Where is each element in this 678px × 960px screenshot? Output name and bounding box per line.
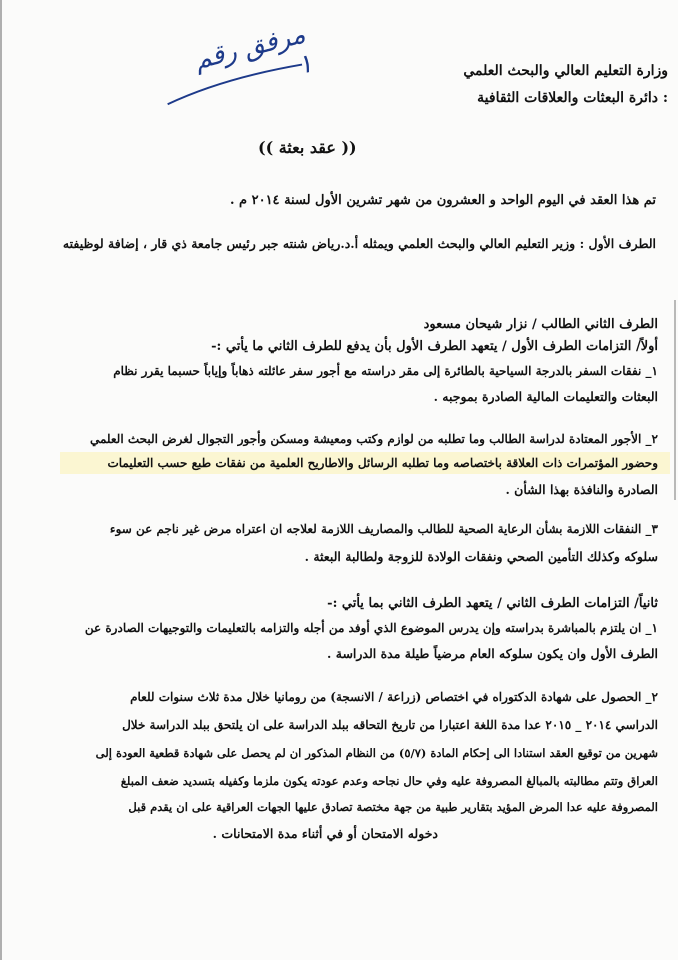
ministry-name: وزارة التعليم العالي والبحث العلمي bbox=[463, 63, 668, 79]
section1-item3-line1: ٣_ النفقات اللازمة بشأن الرعاية الصحية للطالب والمصاريف اللازمة لعلاجه ان اعتراه مرض غير ناجم عن سوء bbox=[109, 522, 658, 536]
section1-item1-line2: البعثات والتعليمات المالية الصادرة بموجبه . bbox=[433, 389, 658, 404]
section1-item2-line1: ٢_ الأجور المعتادة لدراسة الطالب وما تطلبه من لوازم وكتب ومعيشة ومسكن وأجور التجوال لغرض البحث العلمي bbox=[89, 432, 658, 446]
section2-item1-line1: ١_ ان يلتزم بالمباشرة بدراسته وإن يدرس الموضوع الذي أوفد من أجله والتزامه بالتعليمات والتوجيهات الصادرة عن bbox=[84, 621, 658, 635]
second-party-line: الطرف الثاني الطالب / نزار شيحان مسعود bbox=[423, 317, 658, 332]
section1-heading: أولاً/ التزامات الطرف الأول / يتعهد الطرف الأول بأن يدفع للطرف الثاني ما يأتي :- bbox=[211, 339, 658, 354]
handwritten-underline bbox=[144, 12, 316, 119]
scan-edge-right bbox=[674, 300, 676, 500]
handwritten-note: مرفق رقم ١ bbox=[191, 19, 316, 82]
section1-item2-line3: الصادرة والنافذة بهذا الشأن . bbox=[505, 482, 658, 497]
department-name: : دائرة البعثات والعلاقات الثقافية bbox=[477, 90, 668, 106]
contract-date-line: تم هذا العقد في اليوم الواحد و العشرون من شهر تشرين الأول لسنة ٢٠١٤ م . bbox=[229, 193, 656, 208]
first-party-line: الطرف الأول : وزير التعليم العالي والبحث العلمي ويمثله أ.د.رياض شنته جبر رئيس جامعة ذي قار ، إضافة لوظيفته bbox=[62, 236, 656, 251]
section2-item1-line2: الطرف الأول وان يكون سلوكه العام مرضياً طيلة مدة الدراسة . bbox=[327, 646, 658, 661]
section2-item2-line5: المصروفة عليه عدا المرض المؤيد بتقارير طبية من جهة مختصة تصادق عليها الجهات العراقية على ان يقدم قبل bbox=[128, 800, 658, 814]
section1-item1-line1: ١_ نفقات السفر بالدرجة السياحية بالطائرة إلى مقر دراسته مع أجور سفر عائلته ذهاباً وإياباً حسبما يقرر نظام bbox=[113, 364, 658, 378]
section1-item2-line2: وحضور المؤتمرات ذات العلاقة باختصاصه وما تطلبه الرسائل والاطاريح العلمية من نفقات طبع حسب التعليمات bbox=[107, 456, 658, 470]
section2-item2-line4: العراق وتتم مطالبته بالمبالغ المصروفة عليه وفي حال نجاحه وعدم عودته يكون ملزما وكفيله بتسديد ضعف المبلغ bbox=[120, 774, 658, 788]
section2-item2-line1: ٢_ الحصول على شهادة الدكتوراه في اختصاص (زراعة / الانسجة) من رومانيا خلال مدة ثلاث سنوات للعام bbox=[130, 690, 658, 704]
section2-item2-line6: دخوله الامتحان أو في أثناء مدة الامتحانات . bbox=[212, 826, 438, 841]
section2-item2-line2: الدراسي ٢٠١٤ _ ٢٠١٥ عدا مدة اللغة اعتبارا من تاريخ التحاقه ببلد الدراسة على ان يلتحق ببلد الدراسة خلال bbox=[122, 718, 658, 732]
scan-edge-left bbox=[0, 0, 2, 960]
section1-item3-line2: سلوكه وكذلك التأمين الصحي ونفقات الولادة للزوجة ولطالبة البعثة . bbox=[304, 549, 658, 564]
contract-title: (( عقد بعثة )) bbox=[258, 138, 357, 157]
section2-item2-line3: شهرين من توقيع العقد استنادا الى إحكام المادة (٥/٧) من النظام المذكور ان لم يحصل على شهادة قطعية العودة إلى bbox=[95, 746, 658, 760]
handwritten-annotation bbox=[144, 12, 316, 119]
section2-heading: ثانياً/ التزامات الطرف الثاني / يتعهد الطرف الثاني بما يأتي :- bbox=[327, 596, 658, 611]
